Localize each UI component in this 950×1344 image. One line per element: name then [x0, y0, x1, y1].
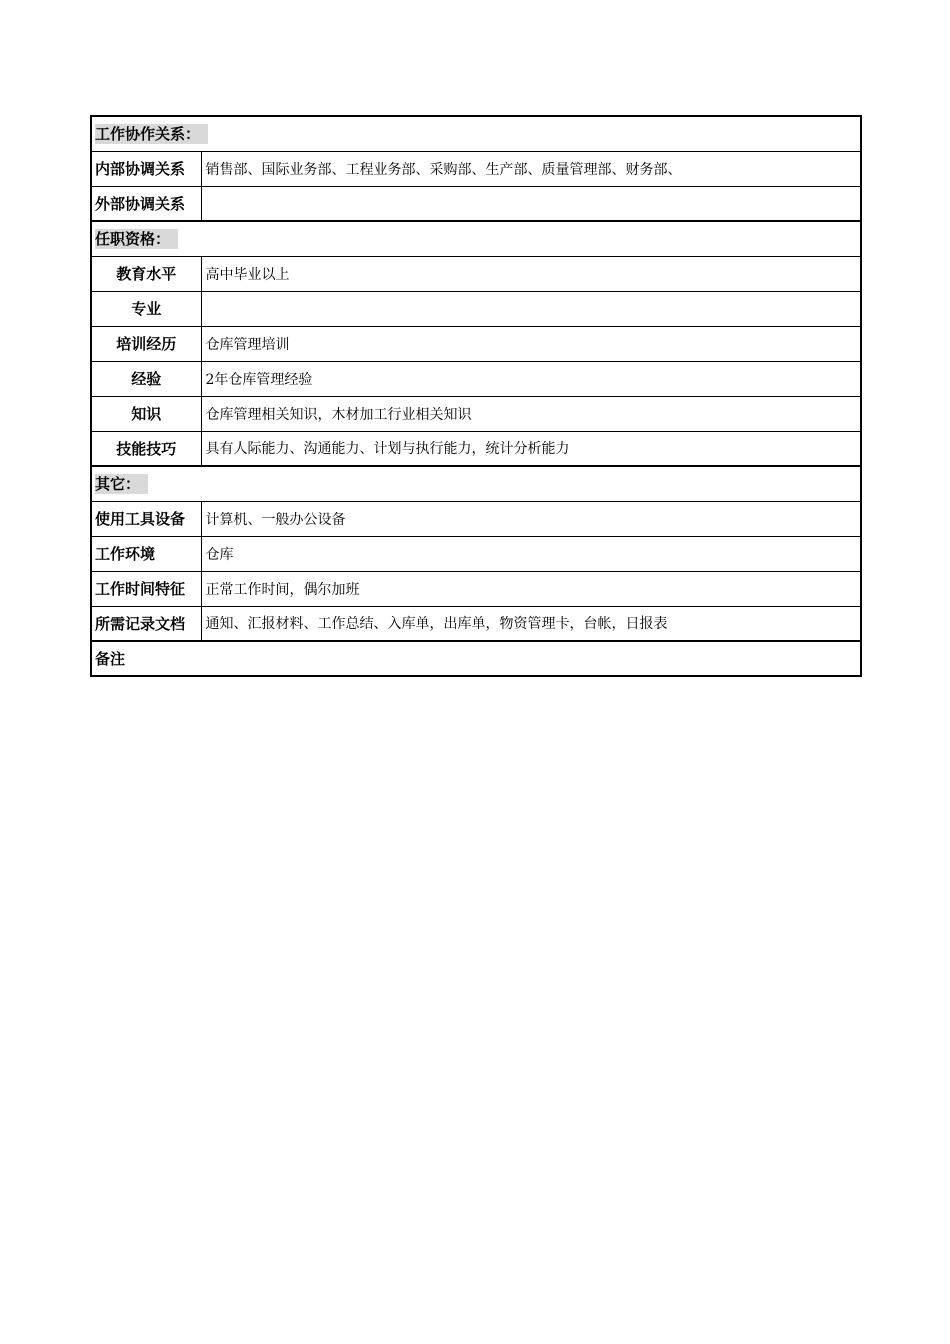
section-title-text: 工作协作关系：: [95, 124, 208, 144]
table-row: [91, 256, 861, 291]
job-description-table: [90, 115, 862, 677]
row-label-experience: 经验: [91, 361, 201, 396]
table-row: [91, 151, 861, 186]
row-value-external: [201, 186, 861, 221]
table-row: [91, 291, 861, 326]
row-label-knowledge: 知识: [91, 396, 201, 431]
section-work-relations: [91, 116, 861, 151]
row-value-experience: 2年仓库管理经验: [201, 361, 861, 396]
row-label-training: 培训经历: [91, 326, 201, 361]
row-label-major: 专业: [91, 291, 201, 326]
row-value-tools: 计算机、一般办公设备: [201, 501, 861, 536]
table-row: [91, 326, 861, 361]
row-label-external: 外部协调关系: [91, 186, 201, 221]
section-title-text: 其它：: [95, 474, 148, 494]
table-row: [91, 431, 861, 466]
remarks-title: 备注: [91, 641, 861, 676]
row-value-documents: 通知、汇报材料、工作总结、入库单，出库单，物资管理卡，台帐，日报表: [201, 606, 861, 641]
section-title: [91, 466, 861, 501]
row-label-documents: 所需记录文档: [91, 606, 201, 641]
table-row: [91, 396, 861, 431]
row-value-training: 仓库管理培训: [201, 326, 861, 361]
section-other: [91, 466, 861, 501]
row-label-education: 教育水平: [91, 256, 201, 291]
row-value-internal: 销售部、国际业务部、工程业务部、采购部、生产部、质量管理部、财务部、: [201, 151, 861, 186]
row-value-environment: 仓库: [201, 536, 861, 571]
section-qualifications: [91, 221, 861, 256]
row-label-skills: 技能技巧: [91, 431, 201, 466]
row-label-environment: 工作环境: [91, 536, 201, 571]
row-value-skills: 具有人际能力、沟通能力、计划与执行能力，统计分析能力: [201, 431, 861, 466]
row-value-knowledge: 仓库管理相关知识，木材加工行业相关知识: [201, 396, 861, 431]
row-label-tools: 使用工具设备: [91, 501, 201, 536]
section-remarks: [91, 641, 861, 676]
section-title-text: 任职资格：: [95, 229, 178, 249]
table-row: [91, 361, 861, 396]
row-value-education: 高中毕业以上: [201, 256, 861, 291]
table-row: [91, 606, 861, 641]
row-label-internal: 内部协调关系: [91, 151, 201, 186]
row-label-work-hours: 工作时间特征: [91, 571, 201, 606]
row-value-major: [201, 291, 861, 326]
table-row: [91, 536, 861, 571]
section-title: [91, 116, 861, 151]
section-title: [91, 221, 861, 256]
table-row: [91, 571, 861, 606]
row-value-work-hours: 正常工作时间，偶尔加班: [201, 571, 861, 606]
table-row: [91, 501, 861, 536]
table-row: [91, 186, 861, 221]
